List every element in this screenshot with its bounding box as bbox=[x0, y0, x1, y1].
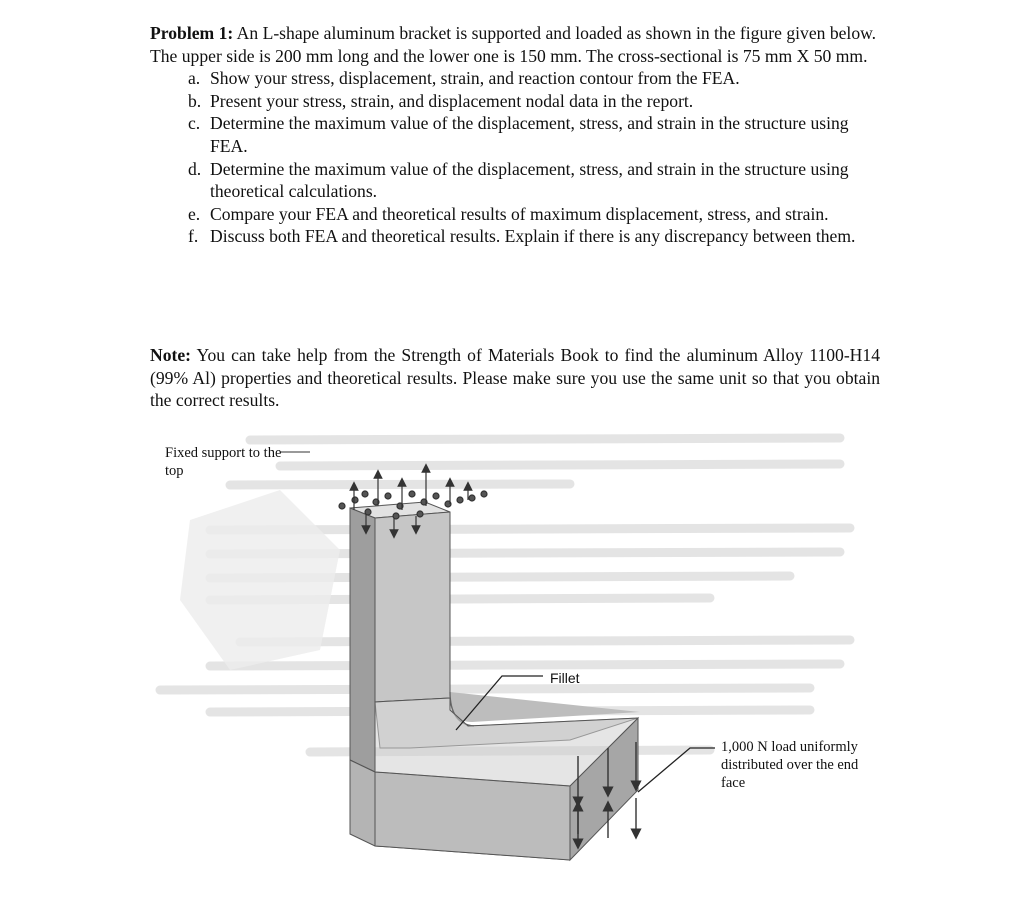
bracket-front-face bbox=[375, 512, 450, 702]
bracket-drawing bbox=[150, 430, 880, 880]
task-item-c bbox=[188, 112, 880, 157]
task-text: Determine the maximum value of the displacement, stress, and strain in the structure using FEA. bbox=[210, 113, 849, 156]
task-marker: c. bbox=[188, 113, 201, 134]
task-list bbox=[150, 67, 880, 248]
problem-intro-text: An L-shape aluminum bracket is supported and loaded as shown in the figure given below. The upper side is 200 mm long and the lower one is 150 mm. The cross-sectional is 75 mm X 50 mm. bbox=[150, 23, 877, 66]
note-label: Note: bbox=[150, 345, 192, 365]
bracket-side-face bbox=[350, 508, 375, 772]
task-item-f bbox=[188, 225, 880, 248]
task-text: Show your stress, displacement, strain, and reaction contour from the FEA. bbox=[210, 68, 740, 89]
task-item-d bbox=[188, 158, 880, 203]
task-item-b bbox=[188, 90, 880, 113]
problem-block bbox=[150, 22, 880, 248]
task-marker: a. bbox=[188, 68, 201, 89]
task-marker: d. bbox=[188, 158, 202, 179]
task-marker: b. bbox=[188, 90, 202, 111]
problem-label: Problem 1: bbox=[150, 23, 234, 43]
task-marker: e. bbox=[188, 203, 201, 224]
task-text: Compare your FEA and theoretical results of maximum displacement, stress, and strain. bbox=[210, 203, 829, 224]
task-item-a bbox=[188, 67, 880, 90]
task-text: Determine the maximum value of the displacement, stress, and strain in the structure using theoretical calculations. bbox=[210, 158, 849, 202]
task-marker: f. bbox=[188, 226, 199, 247]
fixed-support-caption: Fixed support to the top bbox=[165, 445, 282, 479]
task-text: Present your stress, strain, and displacement nodal data in the report. bbox=[210, 90, 694, 111]
fillet-caption: Fillet bbox=[550, 670, 580, 686]
load-caption: 1,000 N load uniformly distributed over the end face bbox=[721, 739, 859, 791]
task-item-e bbox=[188, 203, 880, 226]
note-block bbox=[150, 344, 880, 412]
ghost-sketch bbox=[180, 490, 340, 670]
task-text: Discuss both FEA and theoretical results. Explain if there is any discrepancy between them. bbox=[210, 226, 856, 247]
bracket-figure bbox=[150, 430, 880, 880]
note-text: You can take help from the Strength of Materials Book to find the aluminum Alloy 1100-H14 (99% Al) properties and theoretical results. Please make sure you use the same unit so that you obtain the correct results. bbox=[150, 345, 880, 411]
problem-intro bbox=[150, 22, 880, 67]
